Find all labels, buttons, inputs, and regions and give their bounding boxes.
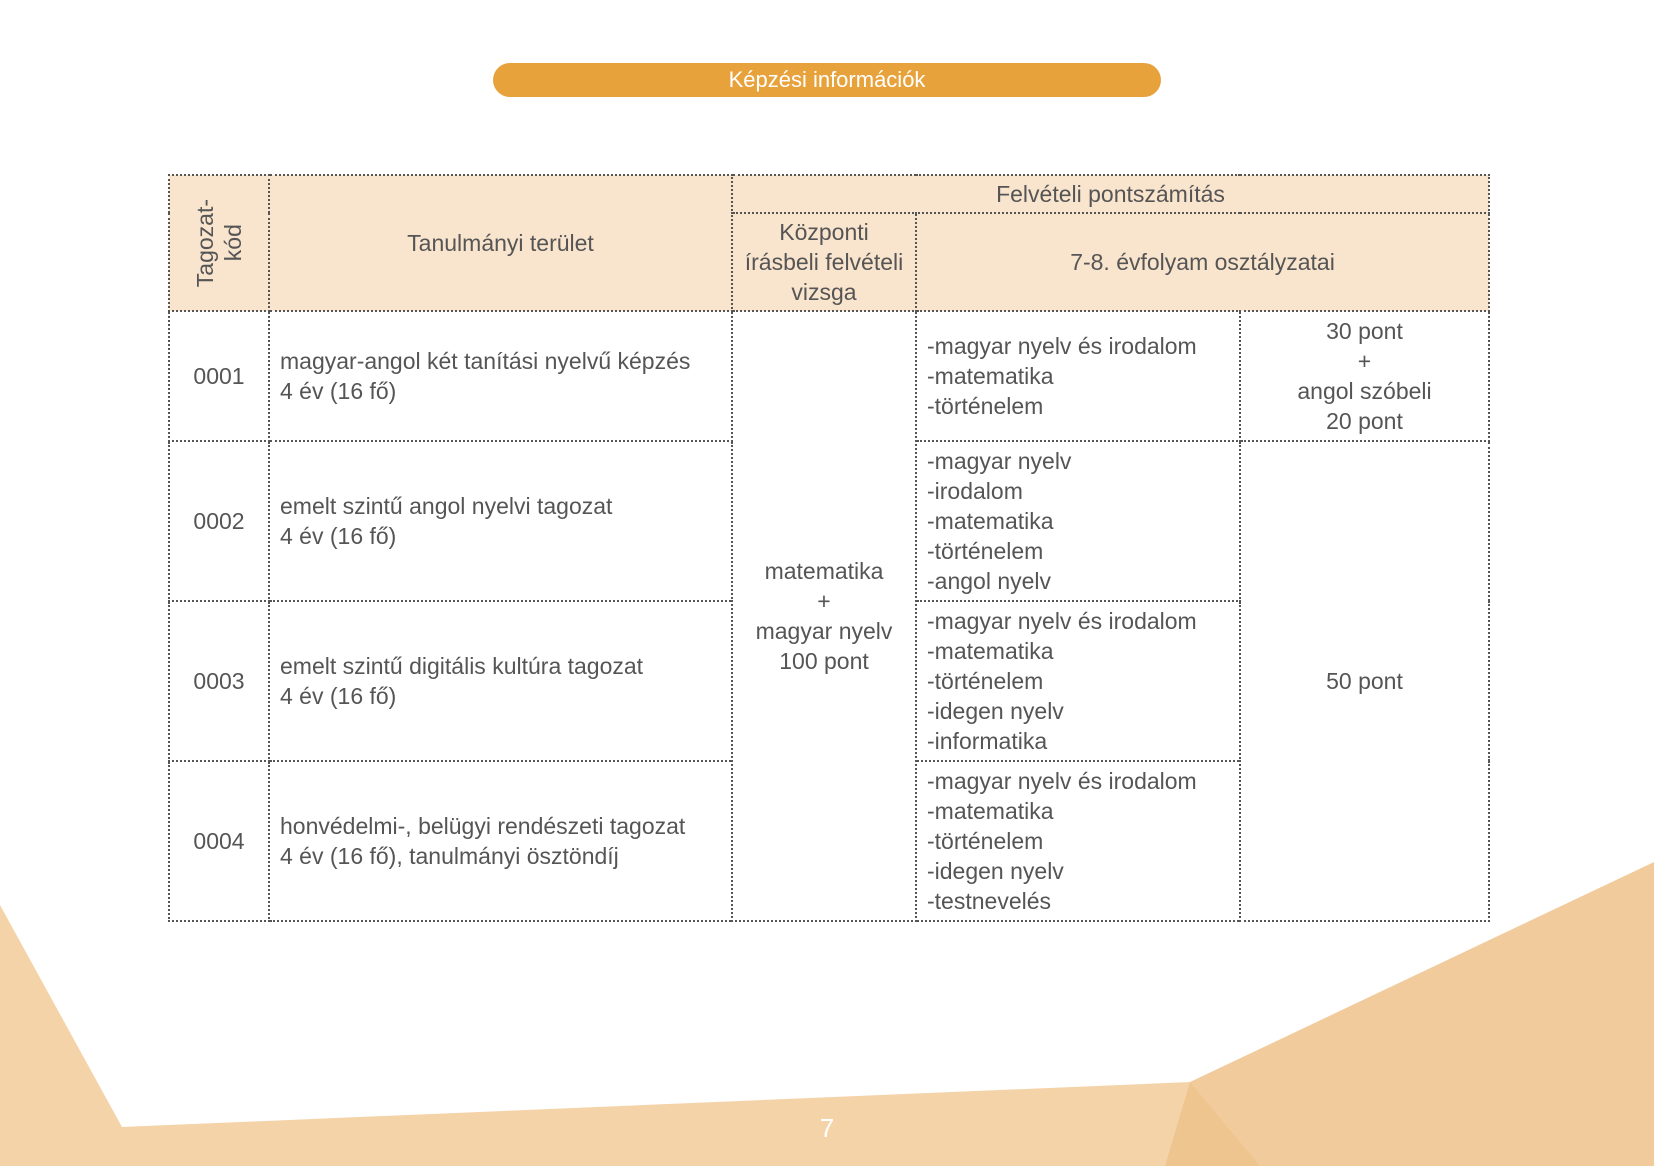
row-code: 0003 <box>169 601 269 761</box>
header-cell-grades: 7-8. évfolyam osztályzatai <box>916 213 1489 311</box>
row-subjects: -magyar nyelv -irodalom -matematika -történelem -angol nyelv <box>916 441 1240 601</box>
row-subjects: -magyar nyelv és irodalom -matematika -történelem -idegen nyelv -testnevelés <box>916 761 1240 921</box>
header-cell-admission: Felvételi pontszámítás <box>732 175 1489 213</box>
row-code: 0002 <box>169 441 269 601</box>
row-code: 0001 <box>169 311 269 441</box>
row-study-area: honvédelmi-, belügyi rendészeti tagozat 4 év (16 fő), tanulmányi ösztöndíj <box>269 761 732 921</box>
row-subjects: -magyar nyelv és irodalom -matematika -történelem <box>916 311 1240 441</box>
training-info-table <box>168 174 1490 922</box>
header-cell-central-exam: Központi írásbeli felvételi vizsga <box>732 213 916 311</box>
central-exam-value: matematika + magyar nyelv 100 pont <box>732 311 916 921</box>
header-cell-code <box>169 175 269 311</box>
row-study-area: emelt szintű digitális kultúra tagozat 4 év (16 fő) <box>269 601 732 761</box>
row-subjects: -magyar nyelv és irodalom -matematika -történelem -idegen nyelv -informatika <box>916 601 1240 761</box>
page-number: 7 <box>819 1113 835 1143</box>
header-code-label: Tagozat- kód <box>192 198 246 288</box>
row-points: 30 pont + angol szóbeli 20 pont <box>1240 311 1489 441</box>
header-cell-area: Tanulmányi terület <box>269 175 732 311</box>
table-row <box>169 311 1489 441</box>
row-points: 50 pont <box>1240 441 1489 921</box>
row-study-area: magyar-angol két tanítási nyelvű képzés 4 év (16 fő) <box>269 311 732 441</box>
section-title-banner: Képzési információk <box>493 63 1161 97</box>
row-study-area: emelt szintű angol nyelvi tagozat 4 év (16 fő) <box>269 441 732 601</box>
row-code: 0004 <box>169 761 269 921</box>
